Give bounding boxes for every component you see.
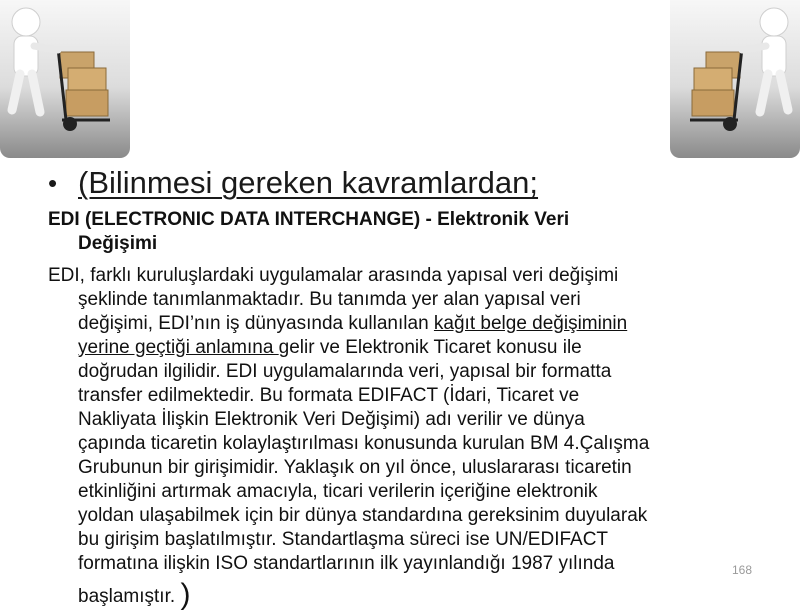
body-paragraph — [48, 264, 760, 576]
underlined-phrase: yerine geçtiği anlamına — [78, 337, 279, 358]
body-line: Grubunun bir girişimidir. Yaklaşık on yıl önce, uluslararası ticaretin — [78, 457, 632, 478]
body-line: Nakliyata İlişkin Elektronik Veri Değişimi) adı verilir ve dünya — [78, 409, 585, 430]
worker-hand-truck-icon — [670, 0, 800, 158]
heading-line-2: Değişimi — [78, 233, 158, 254]
worker-hand-truck-icon — [0, 0, 130, 158]
bullet-text: (Bilinmesi gereken kavramlardan; — [78, 165, 539, 200]
body-line: transfer edilmektedir. Bu formata EDIFACT (İdari, Ticaret ve — [78, 385, 580, 406]
bullet-icon: • — [48, 167, 58, 198]
body-line: bu girişim başlatılmıştır. Standartlaşma süreci ise UN/EDIFACT — [78, 529, 609, 550]
body-line: yerine geçtiği anlamına gelir ve Elektronik Ticaret konusu ile — [78, 337, 582, 358]
body-last-line: başlamıştır. ) — [78, 578, 191, 611]
bullet-item — [48, 160, 748, 206]
body-line: değişimi, EDI’nın iş dünyasında kullanılan kağıt belge değişiminin — [78, 313, 628, 334]
delivery-worker-image-right — [670, 0, 800, 158]
page-number: 168 — [731, 563, 752, 577]
section-heading — [48, 208, 748, 256]
body-line: şeklinde tanımlanmaktadır. Bu tanımda yer alan yapısal veri — [78, 289, 581, 310]
body-line: formatına ilişkin ISO standartlarının ilk yayınlandığı 1987 yılında — [78, 553, 615, 574]
body-line: etkinliğini artırmak amacıyla, ticari verilerin içeriğine elektronik — [78, 481, 598, 502]
body-line: doğrudan ilgilidir. EDI uygulamalarında veri, yapısal bir formatta — [78, 361, 612, 382]
delivery-worker-image-left — [0, 0, 130, 158]
body-line: EDI, farklı kuruluşlardaki uygulamalar arasında yapısal veri değişimi — [48, 265, 619, 286]
underlined-phrase: kağıt belge değişiminin — [433, 313, 628, 334]
heading-line-1: EDI (ELECTRONIC DATA INTERCHANGE) - Elektronik Veri — [48, 209, 570, 230]
body-line: çapında ticaretin kolaylaştırılması konusunda kurulan BM 4.Çalışma — [78, 433, 650, 454]
body-line: yoldan ulaşabilmek için bir dünya standardına gereksinim duyularak — [78, 505, 648, 526]
